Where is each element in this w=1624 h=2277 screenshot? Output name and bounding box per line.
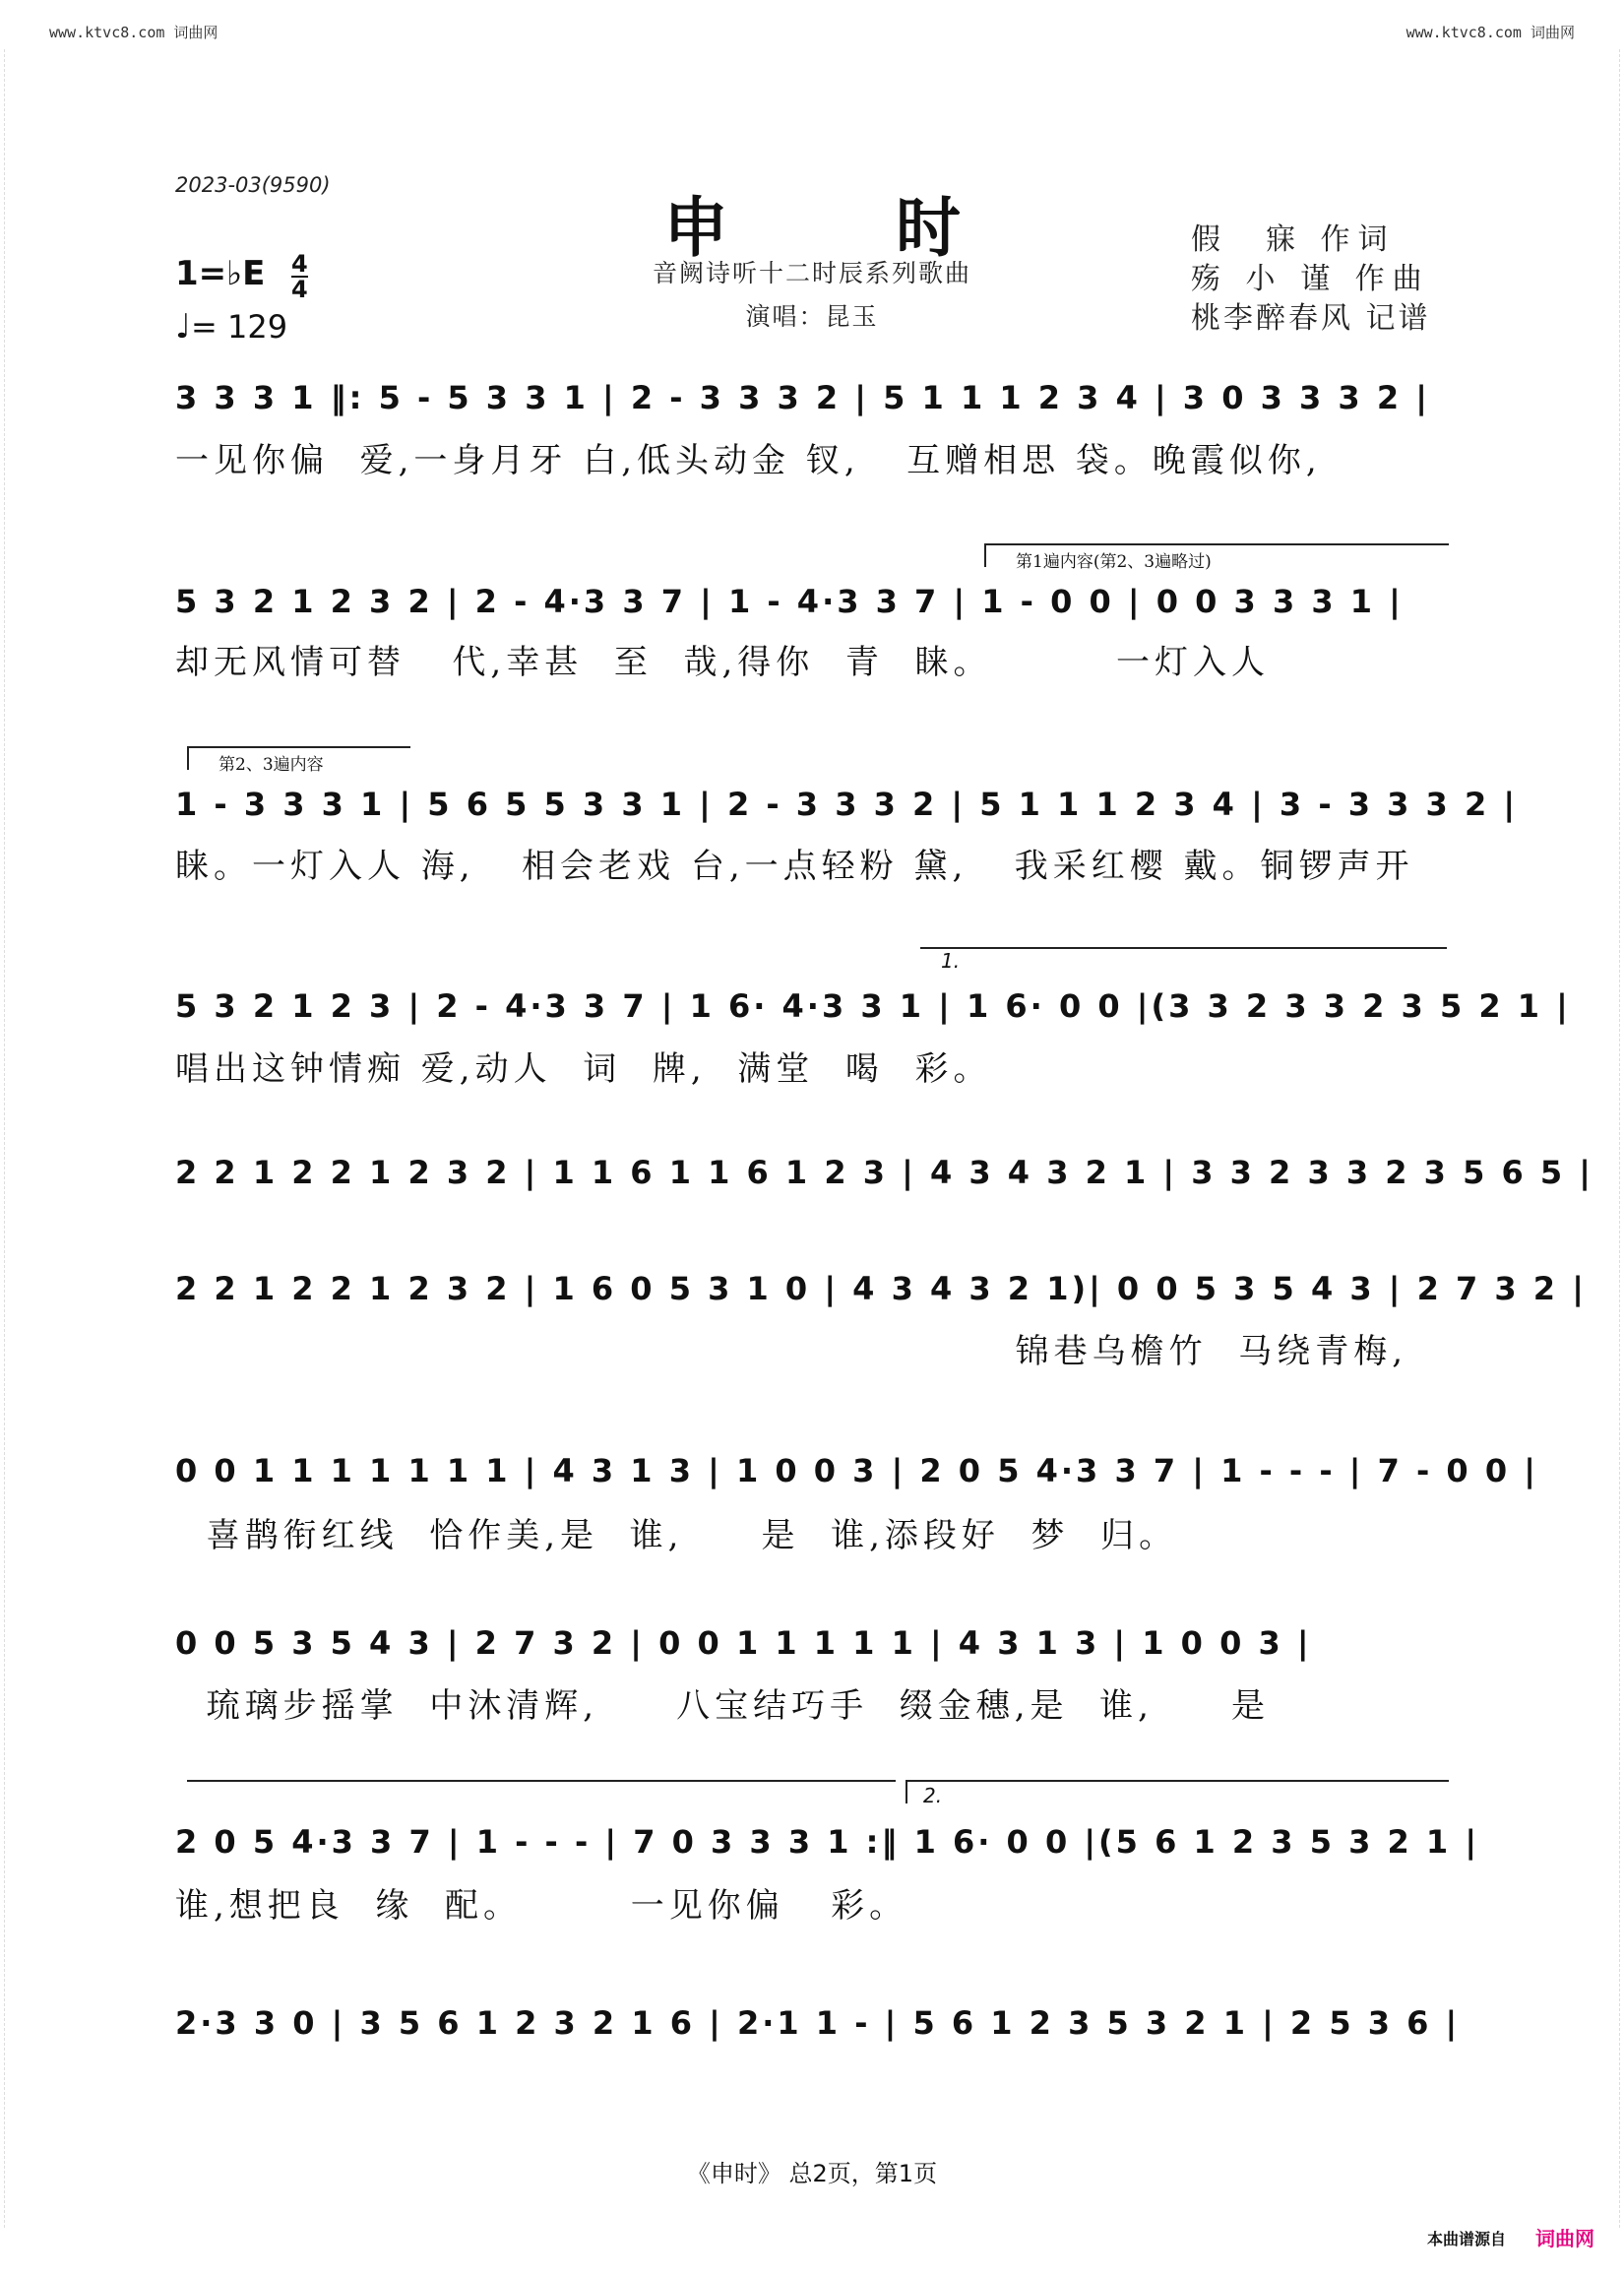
volta-second-third-label: 第2、3遍内容 — [219, 755, 324, 775]
key-signature: 1=♭E — [175, 254, 266, 293]
time-signature-bottom: 4 — [291, 276, 308, 303]
notation-row-5: 2 2 1 2 2 1 2 3 2 | 1 1 6 1 1 6 1 2 3 | 4 3 4 3 2 1 | 3 3 2 3 3 2 3 5 6 5 | — [175, 1154, 1593, 1191]
volta-first-pass — [984, 543, 1449, 572]
quarter-note-icon: ♩ — [175, 307, 192, 347]
notation-row-8: 0 0 5 3 5 4 3 | 2 7 3 2 | 0 0 1 1 1 1 1 | 4 3 1 3 | 1 0 0 3 | — [175, 1624, 1312, 1662]
transcriber-credit: 桃李醉春风 记谱 — [1191, 301, 1431, 336]
volta-second-third-pass — [187, 746, 410, 775]
ending-2-bracket — [906, 1780, 1449, 1803]
tempo-value: = 129 — [191, 308, 288, 346]
volta-first-pass-label: 第1遍内容(第2、3遍略过) — [1016, 552, 1212, 572]
lyricist-credit: 假 寐 作词 — [1191, 222, 1396, 257]
composer-credit: 殇 小 谨 作曲 — [1191, 262, 1430, 296]
ending-1-continuation — [187, 1780, 896, 1803]
source-label: 本曲谱源自 — [1426, 2230, 1506, 2248]
lyrics-row-6: 锦巷乌檐竹 马绕青梅, — [175, 1332, 1408, 1371]
ending-1-bracket — [920, 947, 1447, 971]
site-url-left[interactable]: www.ktvc8.com 词曲网 — [49, 24, 219, 41]
notation-row-4: 5 3 2 1 2 3 | 2 - 4·3 3 7 | 1 6· 4·3 3 1 | 1 6· 0 0 |(3 3 2 3 3 2 3 5 2 1 | — [175, 987, 1571, 1025]
lyrics-row-8: 琉璃步摇掌 中沐清辉, 八宝结巧手 缀金穗,是 谁, 是 — [175, 1686, 1270, 1726]
song-subtitle: 音阙诗听十二时辰系列歌曲 — [652, 259, 971, 287]
lyrics-row-4: 唱出这钟情痴 爱,动人 词 牌, 满堂 喝 彩。 — [175, 1049, 992, 1089]
ending-2-number: 2. — [923, 1784, 943, 1807]
tempo-marking — [175, 307, 287, 347]
singer-line: 演唱：昆玉 — [745, 302, 879, 331]
ending-1-number: 1. — [941, 949, 961, 973]
score-code: 2023-03(9590) — [175, 173, 331, 197]
site-url-right[interactable]: www.ktvc8.com 词曲网 — [1405, 24, 1575, 41]
lyrics-row-7: 喜鹊衔红线 恰作美,是 谁, 是 谁,添段好 梦 归。 — [175, 1516, 1178, 1555]
lyrics-row-3: 睐。一灯入人 海, 相会老戏 台,一点轻粉 黛, 我采红樱 戴。铜锣声开 — [175, 847, 1414, 886]
page-footer: 《申时》 总2页，第1页 — [686, 2160, 938, 2187]
song-title: 申时 — [663, 189, 1128, 266]
notation-row-1: 3 3 3 1 ‖: 5 - 5 3 3 1 | 2 - 3 3 3 2 | 5 1 1 1 2 3 4 | 3 0 3 3 3 2 | — [175, 379, 1430, 416]
notation-row-6: 2 2 1 2 2 1 2 3 2 | 1 6 0 5 3 1 0 | 4 3 4 3 2 1)| 0 0 5 3 5 4 3 | 2 7 3 2 | — [175, 1270, 1587, 1307]
notation-row-10: 2·3 3 0 | 3 5 6 1 2 3 2 1 6 | 2·1 1 - | 5 6 1 2 3 5 3 2 1 | 2 5 3 6 | — [175, 2004, 1461, 2042]
lyrics-row-2: 却无风情可替 代,幸甚 至 哉,得你 青 睐。 一灯入人 — [175, 643, 1270, 682]
notation-row-9: 2 0 5 4·3 3 7 | 1 - - - | 7 0 3 3 3 1 :‖ 1 6· 0 0 |(5 6 1 2 3 5 3 2 1 | — [175, 1823, 1479, 1861]
lyrics-row-9: 谁,想把良 缘 配。 一见你偏 彩。 — [175, 1886, 908, 1926]
notation-row-3: 1 - 3 3 3 1 | 5 6 5 5 3 3 1 | 2 - 3 3 3 2 | 5 1 1 1 2 3 4 | 3 - 3 3 3 2 | — [175, 786, 1519, 823]
lyrics-row-1: 一见你偏 爱,一身月牙 白,低头动金 钗, 互赠相思 袋。晚霞似你, — [175, 441, 1322, 480]
left-margin-watermark — [4, 49, 15, 2228]
time-signature-top: 4 — [291, 250, 308, 278]
notation-row-2: 5 3 2 1 2 3 2 | 2 - 4·3 3 7 | 1 - 4·3 3 7 | 1 - 0 0 | 0 0 3 3 3 1 | — [175, 583, 1404, 620]
brand-logo[interactable]: 词曲网 — [1535, 2227, 1594, 2250]
right-margin-watermark — [1609, 49, 1620, 2228]
notation-row-7: 0 0 1 1 1 1 1 1 1 | 4 3 1 3 | 1 0 0 3 | 2 0 5 4·3 3 7 | 1 - - - | 7 - 0 0 | — [175, 1452, 1538, 1489]
time-signature — [291, 252, 308, 301]
